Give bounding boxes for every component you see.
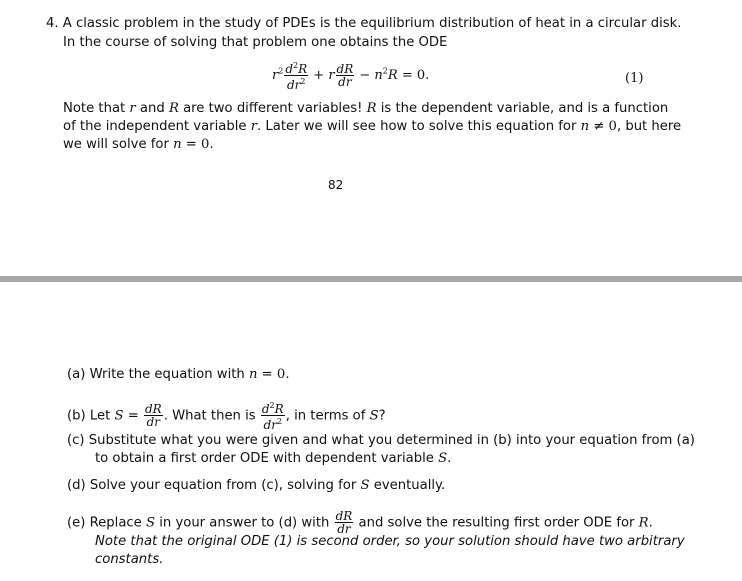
part-text: Substitute what you were given and what you determined in (b) into your equation from (a) [88, 433, 695, 448]
part-text: Replace [89, 515, 142, 531]
part-e-note-2: constants. [95, 552, 164, 567]
page-number: 82 [328, 178, 344, 192]
part-c-line-1 [67, 433, 695, 449]
note-text: is the dependent variable, and is a function [380, 101, 669, 116]
note-text: are two different variables! [183, 101, 363, 116]
problem-number: 4. [46, 16, 59, 31]
intro-text-2: In the course of solving that problem one obtains the ODE [63, 35, 448, 50]
note-text: we will solve for [63, 137, 169, 152]
part-text: to obtain a first order ODE with dependent variable [95, 451, 434, 466]
ode-equation: $r^2$ $\frac{d^2R}{dr^2}$ + r $\frac{dR}{dr}$ − $n^2R = 0$. [272, 61, 430, 92]
part-label: (c) [67, 433, 85, 448]
equation-number: (1) [625, 71, 644, 86]
part-b: (b) Let S = $\frac{dR}{dr}$ . What then is $\frac{d^2R}{dr^2}$ , in terms of S? [67, 401, 386, 432]
intro-text-1: A classic problem in the study of PDEs is the equilibrium distribution of heat in a circular disk. [62, 16, 682, 31]
note-text: and [139, 101, 165, 116]
part-text: in your answer to (d) with [159, 515, 330, 531]
problem-intro-line-1 [46, 16, 681, 32]
note-text: of the independent variable [63, 119, 247, 134]
note-line-3: we will solve for n = 0. [63, 137, 214, 152]
note-text: Later we will see how to solve this equation for [265, 119, 577, 134]
part-a: (a) Write the equation with n = 0. [67, 367, 290, 382]
note-line-1: Note that r and R are two different variables! R is the dependent variable, and is a function [63, 101, 669, 116]
part-d: (d) Solve your equation from (c), solving for S eventually. [67, 478, 446, 493]
part-e-line-1: (e) Replace S in your answer to (d) with $\frac{dR}{dr}$ and solve the resulting first order ODE for R. [67, 509, 653, 536]
part-label: (e) [67, 515, 86, 531]
part-text: Solve your equation from (c), solving for [89, 478, 357, 493]
part-label: (a) [67, 367, 86, 382]
part-e-note-1: Note that the original ODE (1) is second order, so your solution should have two arbitrary [95, 534, 685, 549]
part-text: What then is [172, 408, 256, 424]
part-label: (b) [67, 408, 86, 424]
part-text: Let [89, 408, 111, 424]
note-line-2: of the independent variable r. Later we will see how to solve this equation for n ≠ 0, but here [63, 119, 682, 134]
part-c-line-2: to obtain a first order ODE with dependent variable S. [95, 451, 452, 466]
note-text: but here [625, 119, 682, 134]
problem-intro-line-2 [63, 35, 447, 51]
part-text: in terms of [294, 408, 366, 424]
note-text: Note that [63, 101, 126, 116]
part-text: Write the equation with [89, 367, 245, 382]
part-text: eventually. [373, 478, 446, 493]
part-text: and solve the resulting first order ODE for [358, 515, 635, 531]
part-label: (d) [67, 478, 86, 493]
